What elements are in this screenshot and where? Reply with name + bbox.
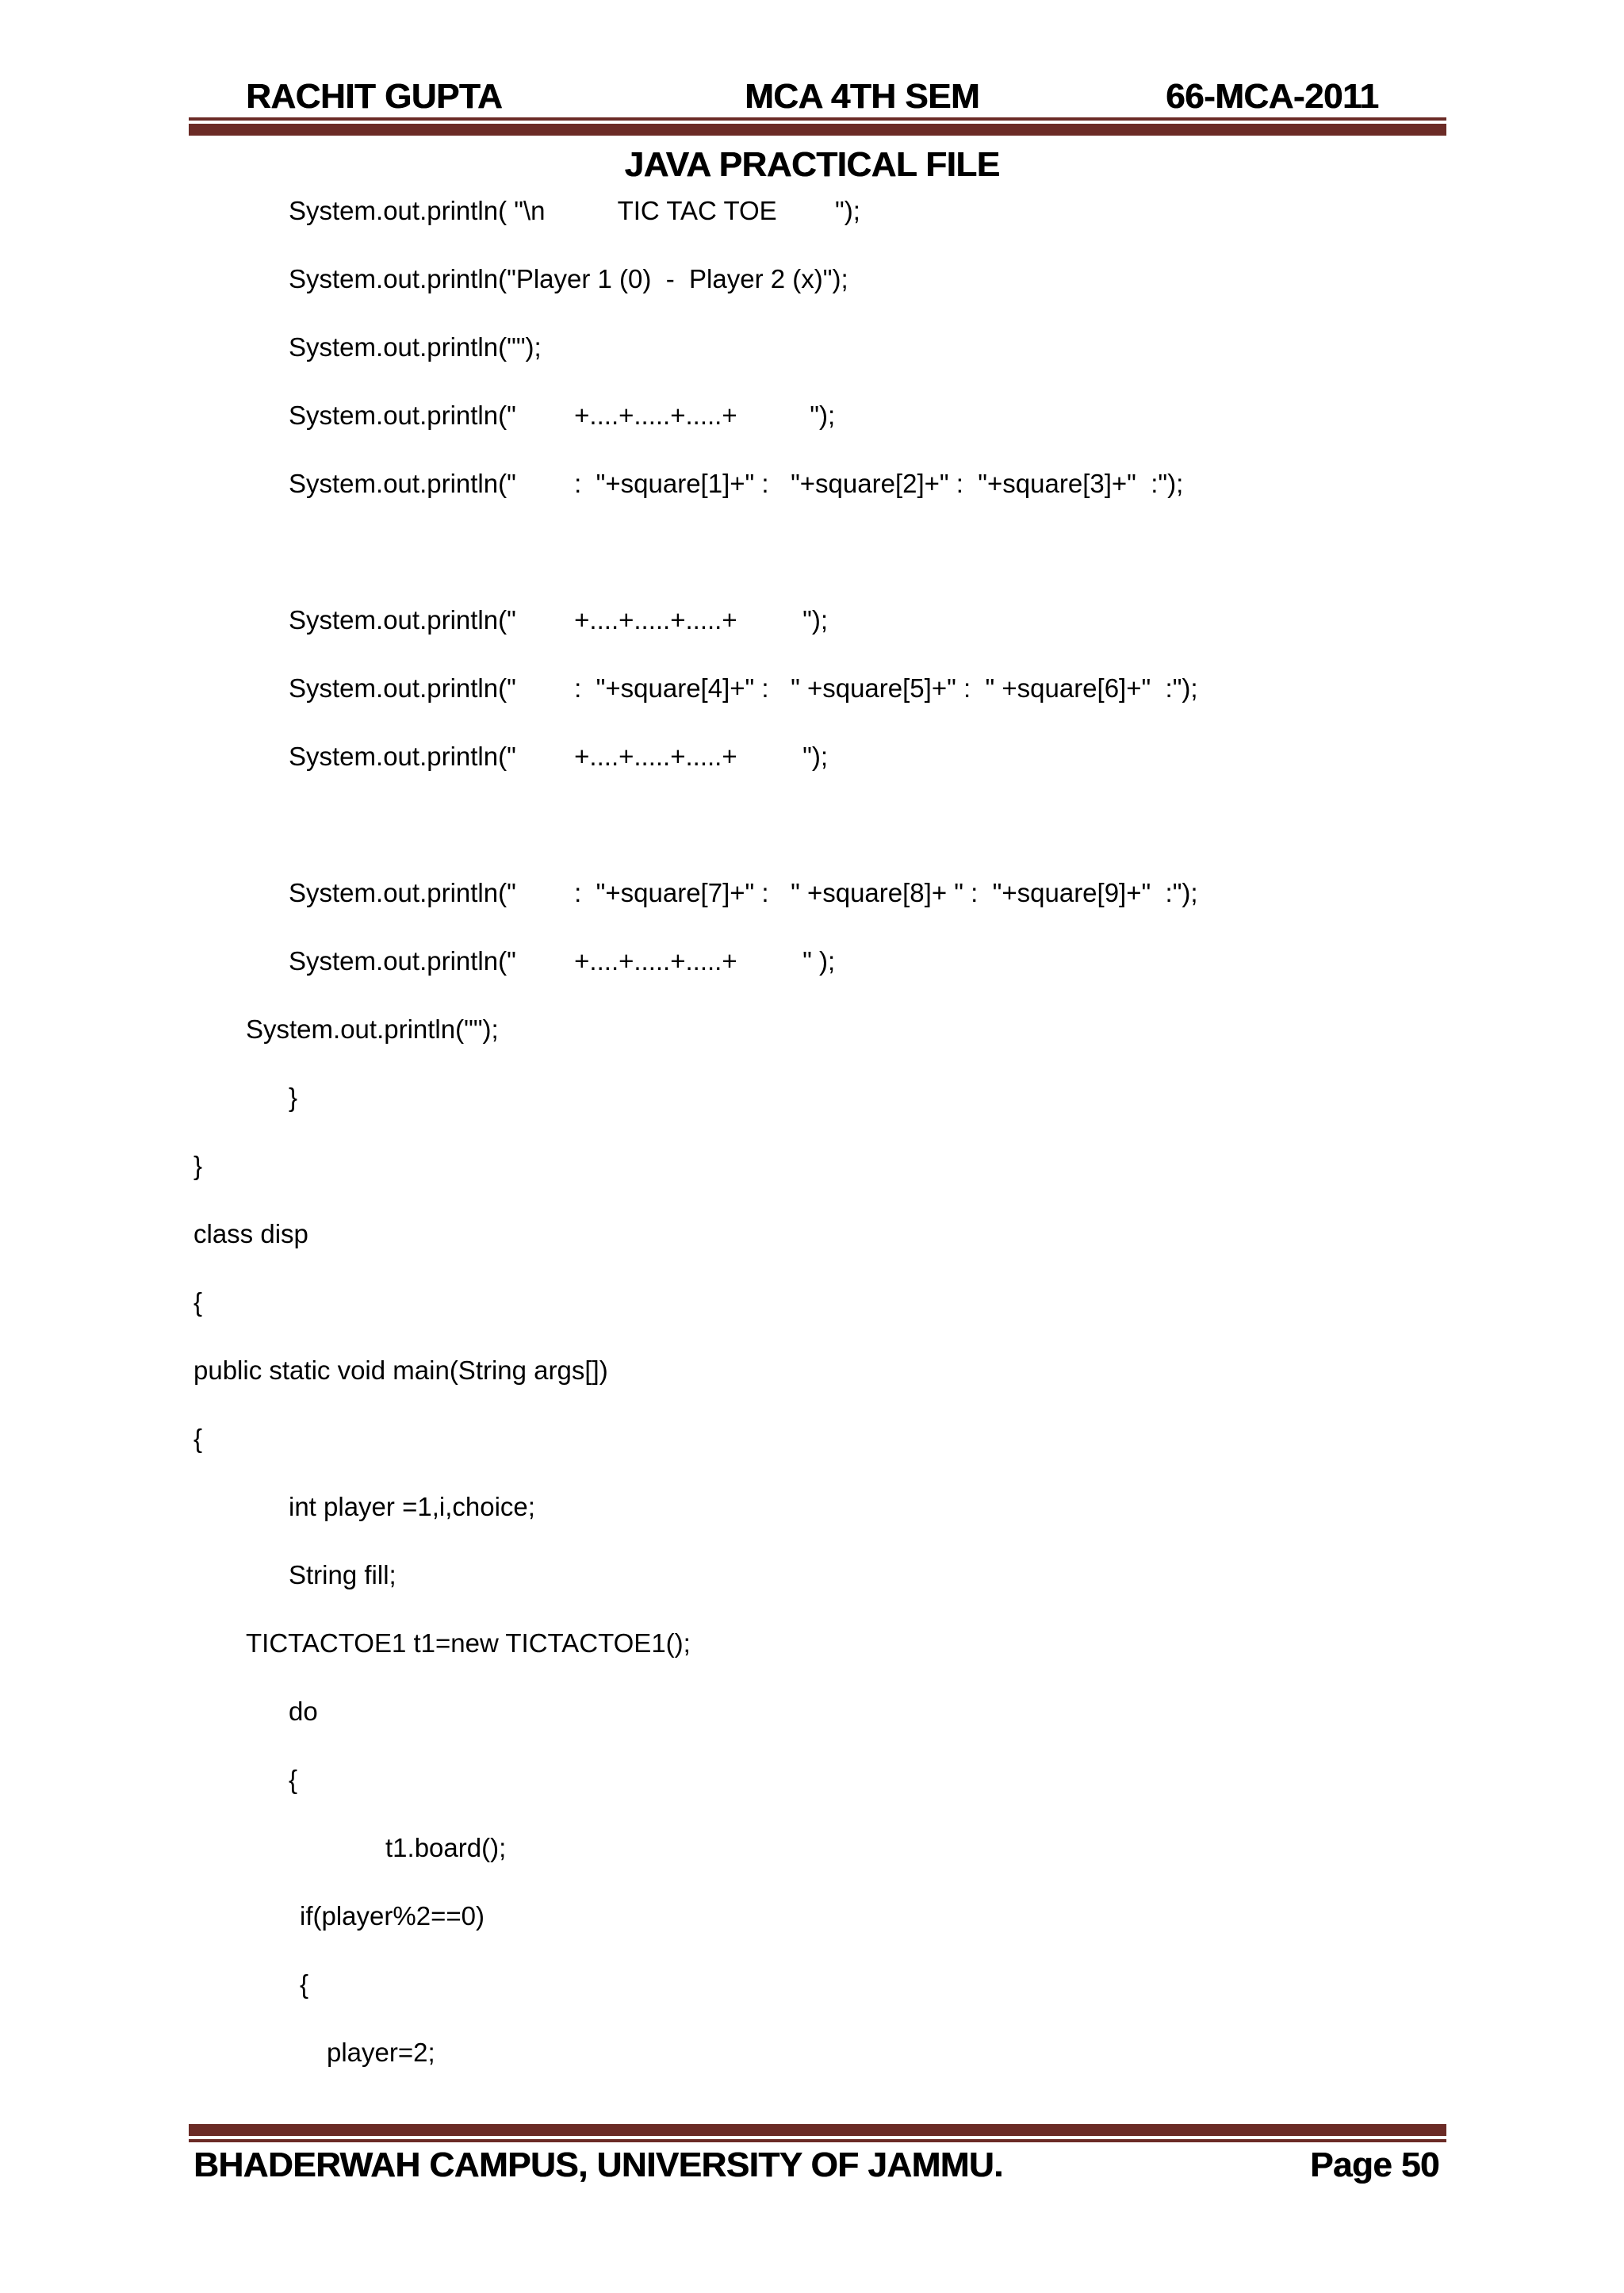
code-line: { [289, 1765, 298, 1794]
author-name: RACHIT GUPTA [246, 77, 503, 116]
roll-number: 66-MCA-2011 [1166, 77, 1379, 116]
code-line: int player =1,i,choice; [289, 1492, 535, 1521]
code-line: System.out.println( "\n TIC TAC TOE "); [289, 196, 860, 225]
code-line: System.out.println(" : "+square[7]+" : " +square[8]+ " : "+square[9]+" :"); [289, 878, 1198, 907]
code-line: System.out.println(" +....+.....+.....+ "); [289, 742, 828, 771]
code-line: if(player%2==0) [300, 1901, 485, 1931]
code-line: class disp [193, 1219, 308, 1248]
code-line: { [193, 1424, 203, 1453]
code-line: System.out.println(""); [289, 332, 542, 362]
code-line: System.out.println(" +....+.....+.....+ " ); [289, 946, 836, 976]
page-number: Page 50 [1310, 2145, 1439, 2184]
code-line: System.out.println(" : "+square[1]+" : "+square[2]+" : "+square[3]+" :"); [289, 469, 1184, 498]
code-line: { [300, 1969, 309, 1999]
code-line: } [289, 1083, 298, 1112]
code-line: System.out.println(" +....+.....+.....+ "); [289, 605, 828, 635]
code-line: System.out.println(" : "+square[4]+" : " +square[5]+" : " +square[6]+" :"); [289, 673, 1198, 703]
code-line: System.out.println(""); [246, 1014, 499, 1044]
code-line: { [193, 1287, 203, 1317]
code-line: } [193, 1151, 203, 1180]
footer-rule-thick [189, 2124, 1446, 2136]
code-line: TICTACTOE1 t1=new TICTACTOE1(); [246, 1628, 691, 1658]
code-line: String fill; [289, 1560, 396, 1589]
code-line: player=2; [327, 2038, 435, 2067]
code-line: do [289, 1697, 318, 1726]
campus-label: BHADERWAH CAMPUS, UNIVERSITY OF JAMMU. [193, 2145, 1003, 2184]
course-label: MCA 4TH SEM [745, 77, 979, 116]
document-title: JAVA PRACTICAL FILE [624, 145, 1000, 184]
code-line: System.out.println("Player 1 (0) - Player 2 (x)"); [289, 264, 848, 293]
code-line: t1.board(); [385, 1833, 507, 1862]
code-line: public static void main(String args[]) [193, 1355, 608, 1385]
code-line: System.out.println(" +....+.....+.....+ "); [289, 401, 836, 430]
